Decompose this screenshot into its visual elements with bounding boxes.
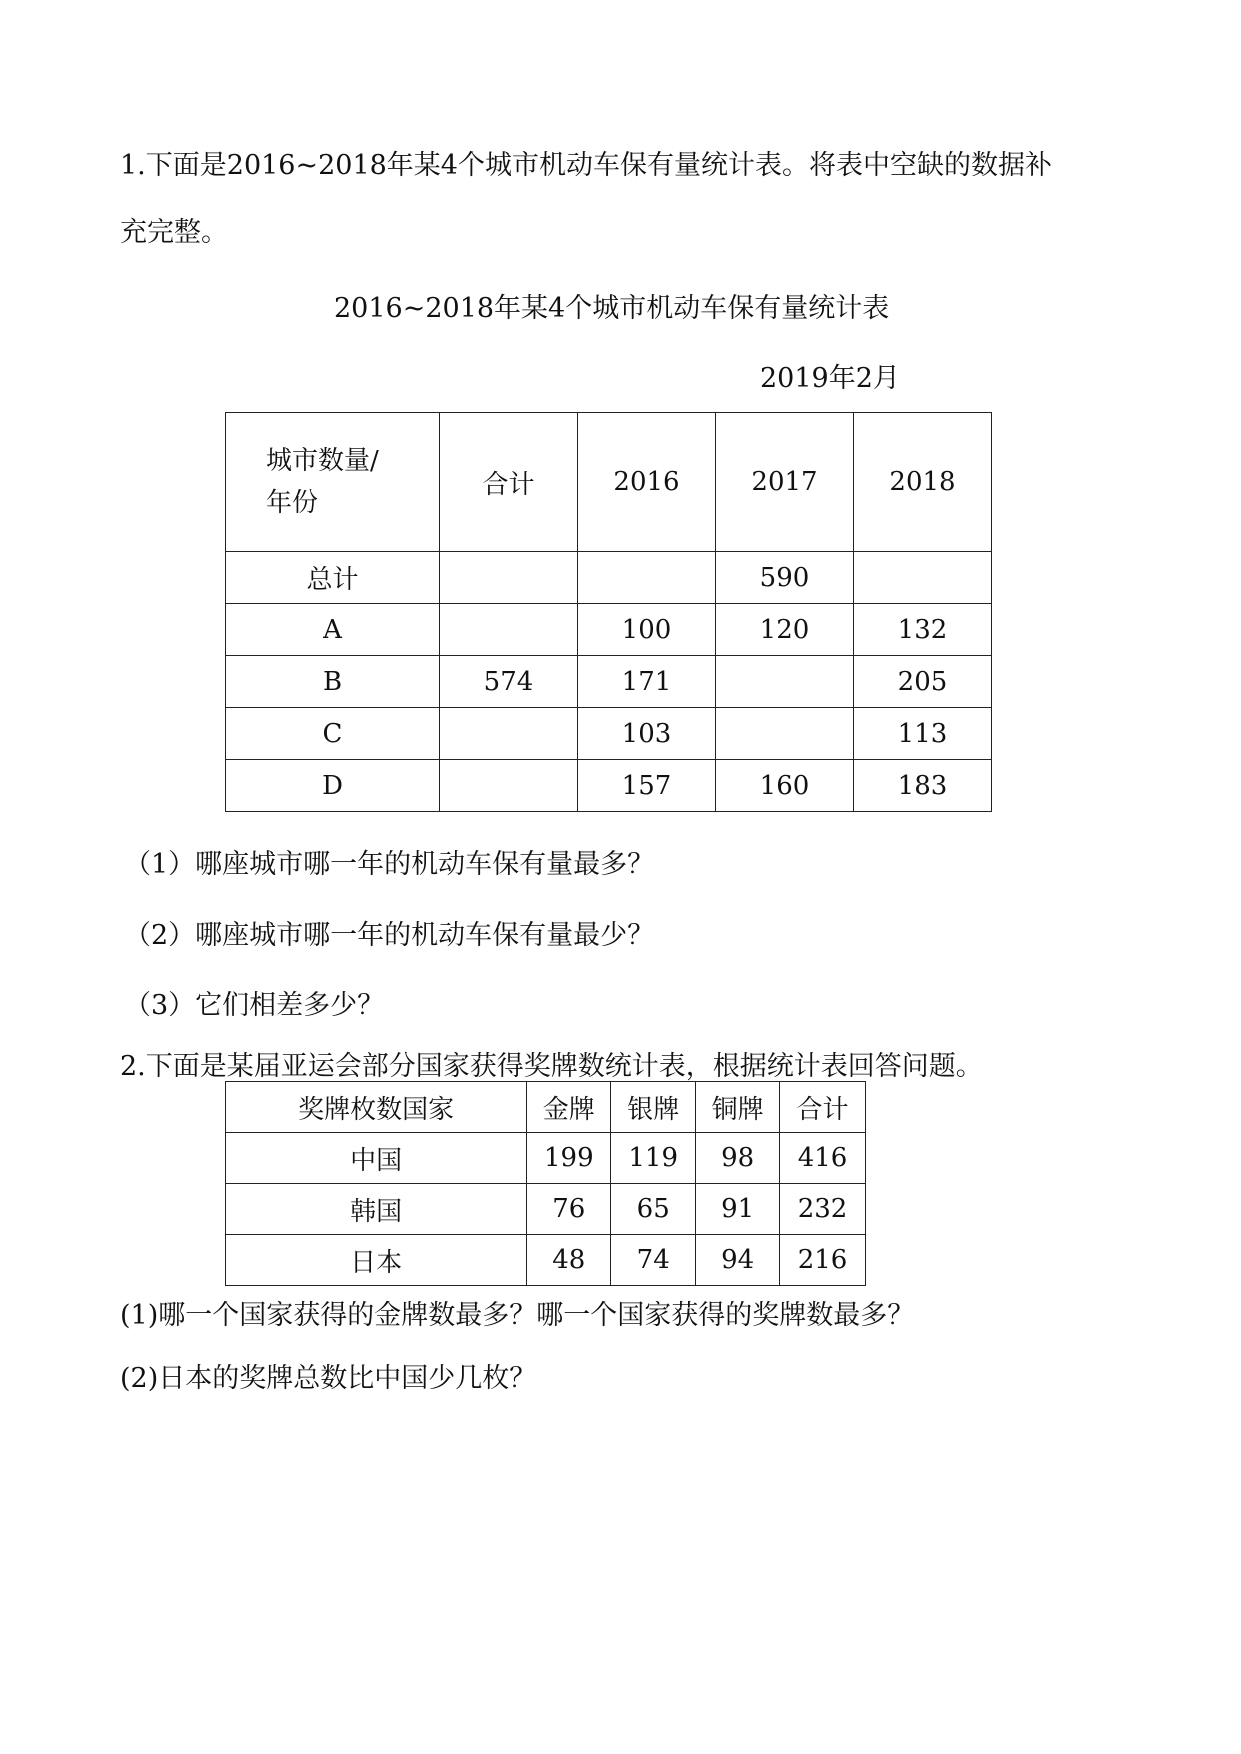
table-row (226, 1133, 866, 1184)
table-row (226, 1184, 866, 1235)
table-cell: 574 (440, 656, 578, 708)
table-cell: 132 (854, 604, 992, 656)
table-cell (578, 552, 716, 604)
table-cell: 94 (696, 1235, 780, 1286)
table-cell: 216 (780, 1235, 866, 1286)
table-cell: 590 (716, 552, 854, 604)
q1-sub2: （2）哪座城市哪一年的机动车保有量最少？ (124, 920, 655, 951)
header-cell: 奖牌枚数国家 (226, 1082, 527, 1133)
table-cell (440, 760, 578, 812)
header-cell: 铜牌 (696, 1082, 780, 1133)
q1-table-date: 2019年2月 (760, 363, 900, 394)
header-corner-line2: 年份 (266, 488, 319, 518)
table-row (226, 604, 992, 656)
row-label: 日本 (226, 1235, 527, 1286)
header-cell: 合计 (780, 1082, 866, 1133)
header-cell: 金牌 (527, 1082, 611, 1133)
table-cell: 74 (611, 1235, 696, 1286)
table-row (226, 1235, 866, 1286)
table-cell (440, 708, 578, 760)
table-cell: 91 (696, 1184, 780, 1235)
table-header-row (226, 413, 992, 552)
table-row (226, 552, 992, 604)
table-cell: 416 (780, 1133, 866, 1184)
table-cell: 157 (578, 760, 716, 812)
row-label: B (226, 656, 440, 708)
table-row (226, 708, 992, 760)
table-cell: 232 (780, 1184, 866, 1235)
header-corner-line1: 城市数量/ (266, 446, 379, 476)
table-row (226, 656, 992, 708)
table-cell (716, 656, 854, 708)
table-cell: 120 (716, 604, 854, 656)
row-label: 中国 (226, 1133, 527, 1184)
header-cell: 银牌 (611, 1082, 696, 1133)
table-header-row (226, 1082, 866, 1133)
header-cell: 合计 (440, 413, 578, 552)
vehicle-table (225, 412, 992, 812)
row-label: D (226, 760, 440, 812)
table-cell: 98 (696, 1133, 780, 1184)
table-cell: 171 (578, 656, 716, 708)
header-cell: 2018 (854, 413, 992, 552)
table-cell: 205 (854, 656, 992, 708)
table-cell: 100 (578, 604, 716, 656)
table-cell (440, 552, 578, 604)
table-cell: 160 (716, 760, 854, 812)
q1-line2: 充完整。 (120, 217, 228, 248)
table-cell: 65 (611, 1184, 696, 1235)
table-cell: 48 (527, 1235, 611, 1286)
table-cell: 76 (527, 1184, 611, 1235)
table-row (226, 760, 992, 812)
row-label: 总计 (226, 552, 440, 604)
table-cell (854, 552, 992, 604)
table-cell (440, 604, 578, 656)
header-cell: 2017 (716, 413, 854, 552)
q1-line1: 1.下面是2016~2018年某4个城市机动车保有量统计表。将表中空缺的数据补 (120, 150, 1052, 181)
q1-sub1: （1）哪座城市哪一年的机动车保有量最多？ (124, 849, 655, 880)
medal-table (225, 1081, 866, 1286)
table-cell: 183 (854, 760, 992, 812)
q2-sub2: (2)日本的奖牌总数比中国少几枚？ (120, 1363, 537, 1394)
q2-sub1: (1)哪一个国家获得的金牌数最多？哪一个国家获得的奖牌数最多？ (120, 1300, 915, 1331)
table-cell: 119 (611, 1133, 696, 1184)
q1-table-title: 2016~2018年某4个城市机动车保有量统计表 (334, 293, 890, 324)
q1-sub3: （3）它们相差多少？ (124, 990, 385, 1021)
row-label: A (226, 604, 440, 656)
table-cell: 113 (854, 708, 992, 760)
row-label: 韩国 (226, 1184, 527, 1235)
table-cell: 103 (578, 708, 716, 760)
header-corner-cell (226, 413, 440, 552)
q2-line1: 2.下面是某届亚运会部分国家获得奖牌数统计表，根据统计表回答问题。 (120, 1051, 983, 1082)
header-cell: 2016 (578, 413, 716, 552)
row-label: C (226, 708, 440, 760)
table-cell: 199 (527, 1133, 611, 1184)
table-cell (716, 708, 854, 760)
